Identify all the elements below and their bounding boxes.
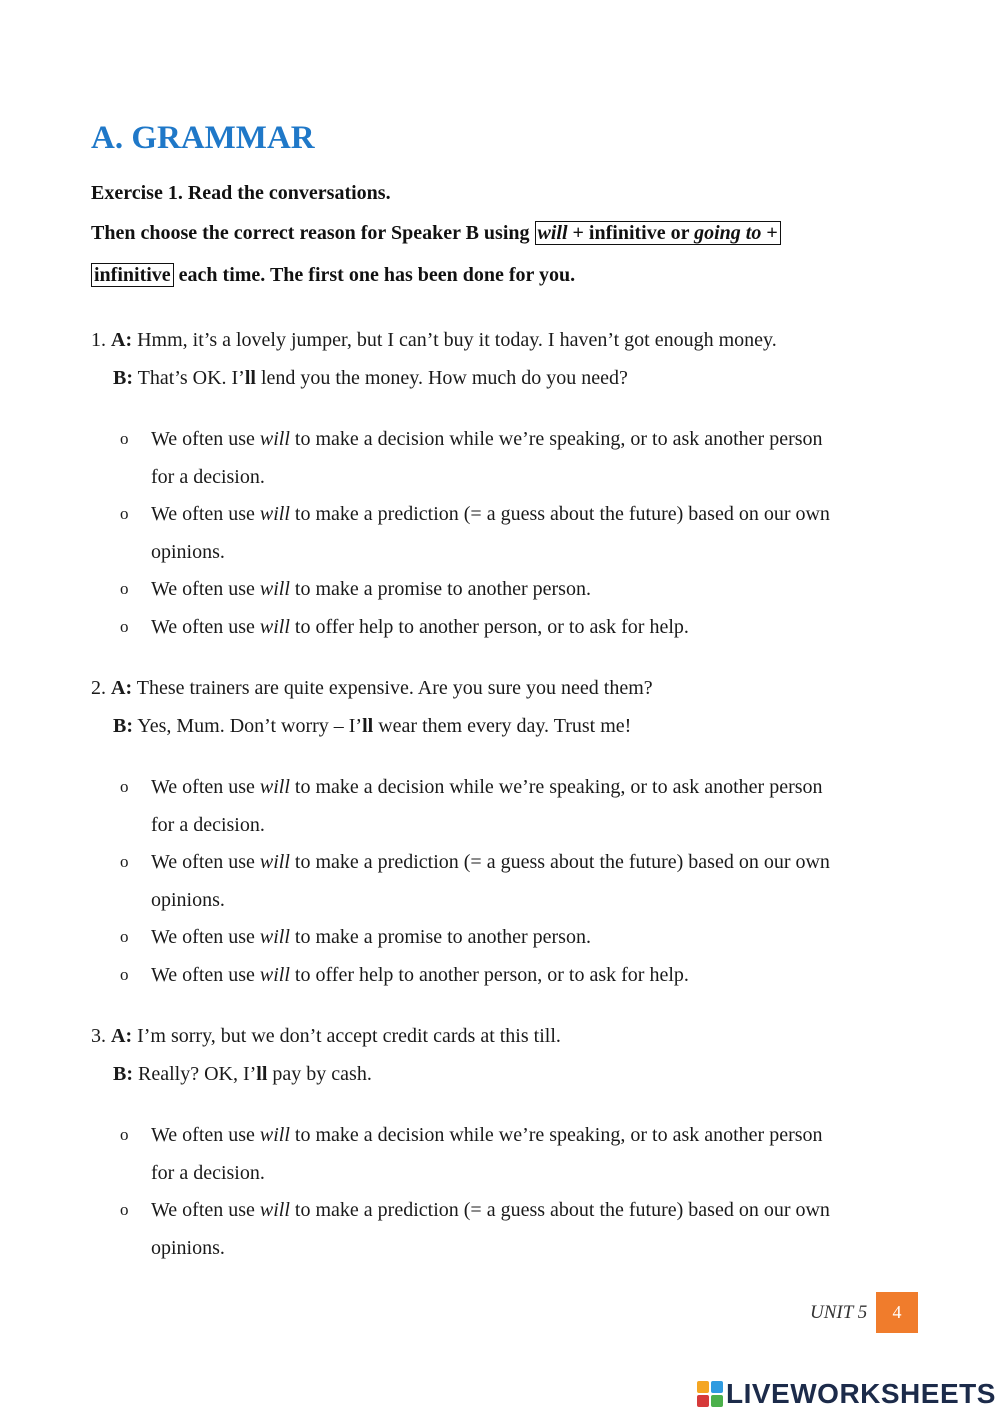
option-text: We often use will to make a promise to another person. (151, 926, 591, 948)
question-2-b: B: Yes, Mum. Don’t worry – I’ll wear them every day. Trust me! (113, 715, 632, 737)
question-2-a: 2. A: These trainers are quite expensive. Are you sure you need them? (91, 677, 653, 699)
radio-circle-icon[interactable]: o (120, 579, 129, 598)
radio-circle-icon[interactable]: o (120, 927, 129, 946)
brand-name: LIVEWORKSHEETS (726, 1378, 996, 1409)
option-text: We often use will to make a decision while we’re speaking, or to ask another person for a decision. (151, 776, 823, 836)
liveworksheets-logo-icon (697, 1381, 723, 1407)
option-text: We often use will to offer help to another person, or to ask for help. (151, 616, 689, 638)
option-text: We often use will to make a prediction (= a guess about the future) based on our own opinions. (151, 851, 830, 911)
radio-circle-icon[interactable]: o (120, 852, 129, 871)
radio-circle-icon[interactable]: o (120, 965, 129, 984)
radio-circle-icon[interactable]: o (120, 1200, 129, 1219)
option-offer[interactable] (120, 608, 910, 646)
option-text: We often use will to make a decision while we’re speaking, or to ask another person for a decision. (151, 428, 823, 488)
option-text: We often use will to make a decision while we’re speaking, or to ask another person for a decision. (151, 1124, 823, 1184)
option-offer[interactable] (120, 956, 910, 994)
exercise-instruction-line: infinitive each time. The first one has been done for you. (91, 262, 891, 288)
option-text: We often use will to make a promise to another person. (151, 578, 591, 600)
option-decision[interactable] (120, 1116, 910, 1192)
section-title: A. GRAMMAR (91, 120, 315, 156)
option-prediction[interactable] (120, 495, 910, 571)
exercise-heading: Exercise 1. Read the conversations. (91, 182, 391, 204)
radio-circle-icon[interactable]: o (120, 777, 129, 796)
radio-circle-icon[interactable]: o (120, 429, 129, 448)
option-text: We often use will to make a prediction (= a guess about the future) based on our own opinions. (151, 1199, 830, 1259)
option-promise[interactable] (120, 570, 910, 608)
page-number-badge: 4 (876, 1292, 918, 1333)
boxed-rule: infinitive (91, 263, 174, 287)
option-text: We often use will to offer help to another person, or to ask for help. (151, 964, 689, 986)
option-promise[interactable] (120, 918, 910, 956)
radio-circle-icon[interactable]: o (120, 1125, 129, 1144)
radio-circle-icon[interactable]: o (120, 617, 129, 636)
question-1-b: B: That’s OK. I’ll lend you the money. How much do you need? (113, 367, 628, 389)
boxed-rule: will + infinitive or going to + (535, 221, 781, 245)
logo-tile (711, 1381, 723, 1393)
unit-label: UNIT 5 (810, 1302, 868, 1323)
radio-circle-icon[interactable]: o (120, 504, 129, 523)
logo-tile (697, 1381, 709, 1393)
option-decision[interactable] (120, 768, 910, 844)
liveworksheets-logo (697, 1377, 996, 1411)
question-3-b: B: Really? OK, I’ll pay by cash. (113, 1063, 372, 1085)
logo-tile (697, 1395, 709, 1407)
option-text: We often use will to make a prediction (= a guess about the future) based on our own opinions. (151, 503, 830, 563)
question-3-a: 3. A: I’m sorry, but we don’t accept credit cards at this till. (91, 1025, 561, 1047)
option-prediction[interactable] (120, 1191, 910, 1267)
question-1-a: 1. A: Hmm, it’s a lovely jumper, but I can’t buy it today. I haven’t got enough money. (91, 329, 777, 351)
exercise-instruction-line: Then choose the correct reason for Speaker B using will + infinitive or going to + (91, 220, 891, 246)
option-decision[interactable] (120, 420, 910, 496)
option-prediction[interactable] (120, 843, 910, 919)
logo-tile (711, 1395, 723, 1407)
